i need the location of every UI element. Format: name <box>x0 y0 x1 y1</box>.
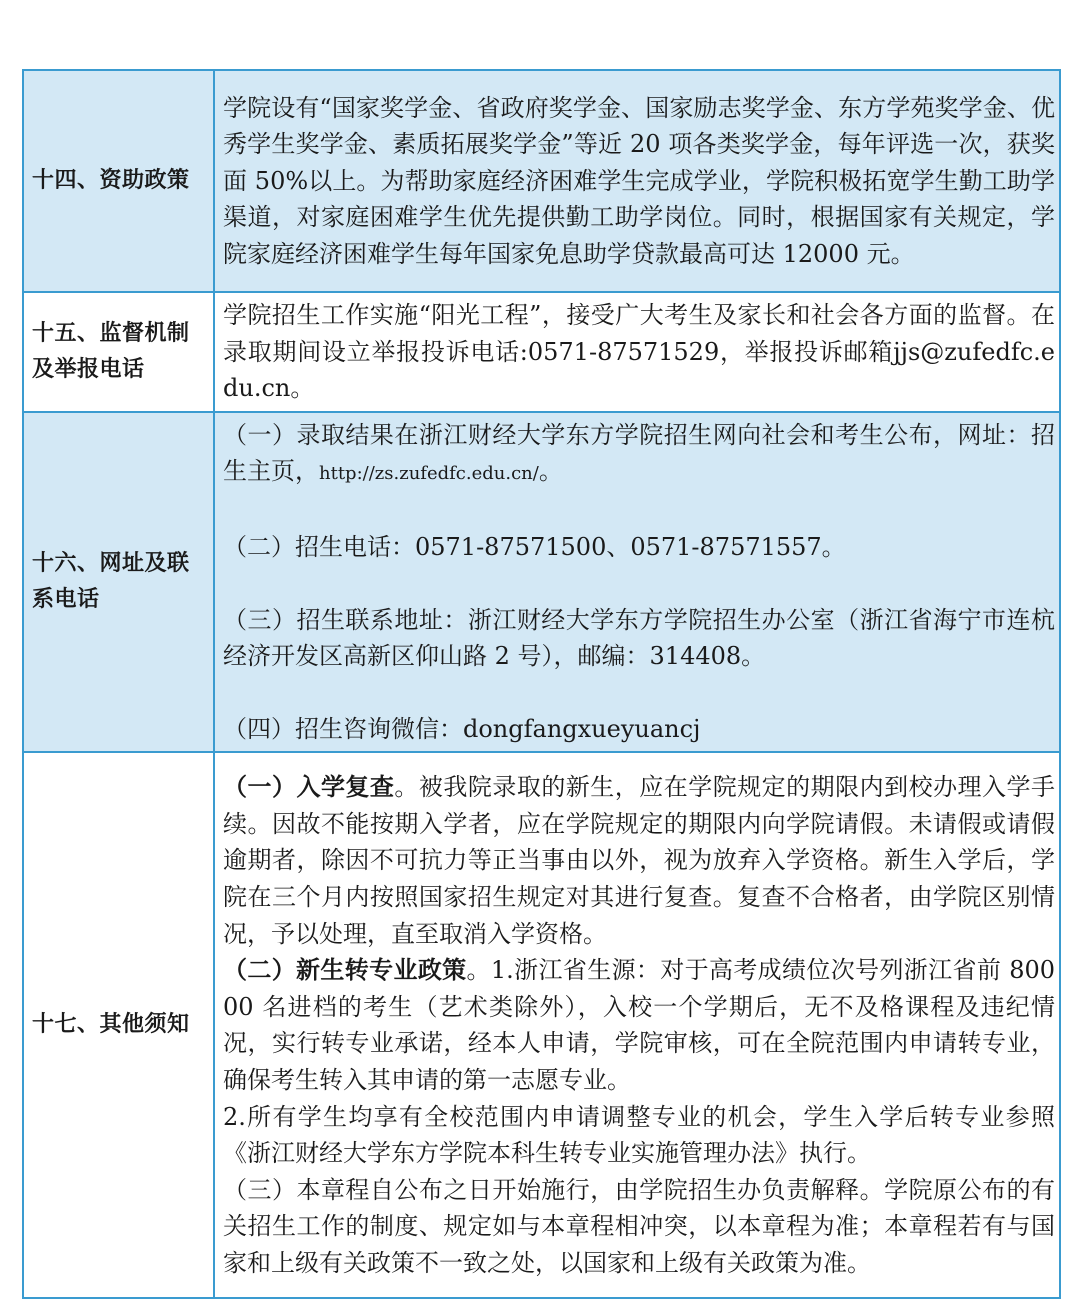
note-title: （二）新生转专业政策 <box>223 955 467 985</box>
spacer <box>223 493 1055 529</box>
row-contact <box>23 412 1060 753</box>
note-item-effective: （三）本章程自公布之日开始施行，由学院招生办负责解释。学院原公布的有关招生工作的制度、规定如与本章程相冲突，以本章程为准；本章程若有与国家和上级有关政策不一致之处，以国家和上级有关政策为准。 <box>223 1175 1055 1277</box>
section-content <box>214 292 1060 412</box>
website-url[interactable]: http://zs.zufedfc.edu.cn/ <box>319 463 539 485</box>
note-item-transfer-all: 2.所有学生均享有全校范围内申请调整专业的机会，学生入学后转专业参照《浙江财经大学东方学院本科生转专业实施管理办法》执行。 <box>223 1102 1055 1168</box>
contact-item-wechat: （四）招生咨询微信：dongfangxueyuancj <box>223 714 701 743</box>
spacer <box>223 675 1055 711</box>
row-other-notes <box>23 752 1060 1298</box>
note-item-transfer <box>223 952 1055 1098</box>
row-financial-aid <box>23 70 1060 292</box>
section-content <box>214 752 1060 1298</box>
section-content <box>214 412 1060 753</box>
admission-policy-table <box>22 69 1061 1299</box>
row-supervision <box>23 292 1060 412</box>
note-text: 。被我院录取的新生，应在学院规定的期限内到校办理入学手续。因故不能按期入学者，应在学院规定的期限内向学院请假。未请假或请假逾期者，除因不可抗力等正当事由以外，视为放弃入学资格。新生入学后，学院在三个月内按照国家招生规定对其进行复查。复查不合格者，由学院区别情况，予以处理，直至取消入学资格。 <box>223 773 1056 948</box>
note-item-review <box>223 769 1055 952</box>
note-title: （一）入学复查 <box>223 772 395 802</box>
section-label: 十四、资助政策 <box>23 70 214 292</box>
section-label: 十六、网址及联系电话 <box>23 412 214 753</box>
spacer <box>223 566 1055 602</box>
paragraph: 学院招生工作实施“阳光工程”，接受广大考生及家长和社会各方面的监督。在录取期间设立举报投诉电话:0571-87571529，举报投诉邮箱jjs@zufedfc.edu.cn。 <box>223 301 1055 403</box>
paragraph: 学院设有“国家奖学金、省政府奖学金、国家励志奖学金、东方学苑奖学金、优秀学生奖学金、素质拓展奖学金”等近 20 项各类奖学金，每年评选一次，获奖面 50%以上。为帮助家庭经济困难学生完成学业，学院积极拓宽学生勤工助学渠道，对家庭困难学生优先提供勤工助学岗位。同时，根据国家有关规定，学院家庭经济困难学生每年国家免息助学贷款最高可达 12000 元。 <box>223 93 1055 268</box>
contact-item-website <box>223 417 1055 493</box>
section-label: 十五、监督机制及举报电话 <box>23 292 214 412</box>
section-label: 十七、其他须知 <box>23 752 214 1298</box>
note-text: 。1.浙江省生源：对于高考成绩位次号列浙江省前 80000 名进档的考生（艺术类除外），入校一个学期后，无不及格课程及违纪情况，实行转专业承诺，经本人申请，学院审核，可在全院范围内申请转专业，确保考生转入其申请的第一志愿专业。 <box>223 956 1056 1094</box>
section-content <box>214 70 1060 292</box>
contact-item-phone: （二）招生电话：0571-87571500、0571-87571557。 <box>223 532 846 561</box>
website-text: （一）录取结果在浙江财经大学东方学院招生网向社会和考生公布，网址：招生主页， <box>223 420 1055 486</box>
contact-item-address: （三）招生联系地址：浙江财经大学东方学院招生办公室（浙江省海宁市连杭经济开发区高新区仰山路 2 号），邮编：314408。 <box>223 605 1055 671</box>
website-end: 。 <box>538 457 563 486</box>
